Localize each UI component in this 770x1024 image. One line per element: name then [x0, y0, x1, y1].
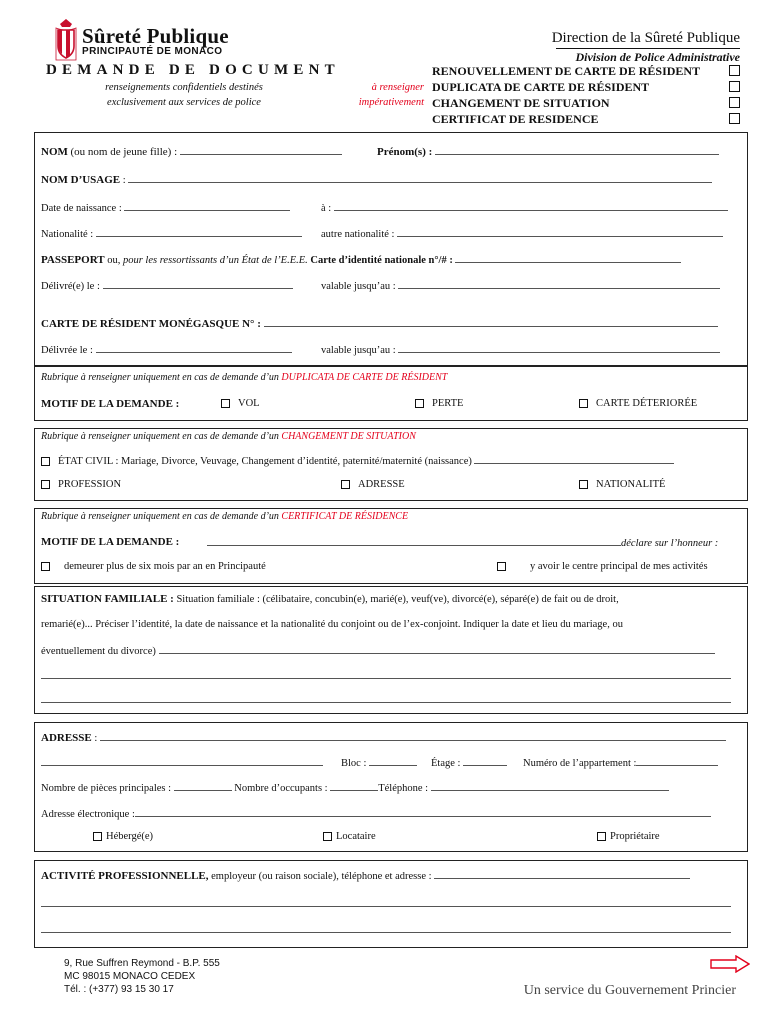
choice-six-mois[interactable]: [41, 561, 266, 572]
next-page-arrow-icon: [710, 955, 750, 973]
appartement-label: Numéro de l’appartement :: [523, 758, 637, 769]
monaco-crest-logo: [54, 18, 78, 62]
passport-valid-field[interactable]: [398, 279, 720, 289]
six-mois-label: demeurer plus de six mois par an en Principauté: [64, 561, 266, 572]
pieces-field[interactable]: [174, 781, 232, 791]
choice-centre-activites[interactable]: [497, 561, 708, 572]
adresse-change-label: ADRESSE: [358, 479, 405, 490]
nom-note: (ou nom de jeune fille) :: [70, 146, 178, 158]
resident-card-field[interactable]: [264, 317, 718, 327]
famille-text-3: éventuellement du divorce): [41, 646, 156, 657]
honneur-label: déclare sur l’honneur :: [621, 538, 719, 549]
duplicata-rubric-highlight: DUPLICATA DE CARTE DE RÉSIDENT: [281, 372, 448, 383]
centre-activites-label: y avoir le centre principal de mes activités: [530, 561, 708, 572]
occupants-label: Nombre d’occupants :: [234, 783, 328, 794]
famille-text-1: Situation familiale : (célibataire, concubin(e), marié(e), veuf(ve), divorcé(e), séparé(e) de fait ou de droit,: [173, 594, 619, 605]
nom-label: NOM: [41, 146, 68, 158]
option-duplicata: DUPLICATA DE CARTE DE RÉSIDENT: [432, 80, 650, 94]
choice-perte[interactable]: [415, 398, 463, 409]
checkbox-vol[interactable]: [221, 399, 230, 408]
choice-perte-label: PERTE: [432, 398, 464, 409]
government-service-label: Un service du Gouvernement Princier: [523, 983, 736, 998]
choice-profession[interactable]: [41, 479, 121, 490]
checkbox-changement[interactable]: [729, 97, 740, 108]
birth-label: Date de naissance :: [41, 203, 122, 214]
brand-subtitle: PRINCIPAUTÉ DE MONACO: [82, 46, 223, 57]
choice-etat-civil[interactable]: [41, 454, 674, 467]
email-label: Adresse électronique :: [41, 809, 135, 820]
bloc-label: Bloc :: [341, 758, 367, 769]
passport-issued-label: Délivré(e) le :: [41, 281, 100, 292]
birth-place-field[interactable]: [334, 201, 728, 211]
confidential-note-line1: renseignements confidentiels destinés: [105, 82, 263, 93]
checkbox-proprietaire[interactable]: [597, 832, 606, 841]
duplicata-rubric-text: Rubrique à renseigner uniquement en cas de demande d’un: [41, 372, 282, 383]
usage-label: NOM D’USAGE: [41, 174, 121, 186]
choice-vol-label: VOL: [238, 398, 260, 409]
mandatory-note-line2: impérativement: [358, 97, 424, 108]
activite-label: ACTIVITÉ PROFESSIONNELLE,: [41, 870, 209, 882]
changement-rubric: [41, 431, 416, 442]
adresse-section: [34, 722, 748, 852]
checkbox-etat-civil[interactable]: [41, 457, 50, 466]
checkbox-perte[interactable]: [415, 399, 424, 408]
resident-issued-field[interactable]: [96, 343, 292, 353]
direction-rule: [556, 48, 740, 49]
direction-title: Direction de la Sûreté Publique: [551, 30, 740, 46]
certificat-rubric-text: Rubrique à renseigner uniquement en cas de demande d’un: [41, 511, 282, 522]
option-renouvellement: RENOUVELLEMENT DE CARTE DE RÉSIDENT: [432, 64, 701, 78]
resident-issued-label: Délivrée le :: [41, 345, 93, 356]
adresse-colon: :: [91, 733, 98, 744]
checkbox-adresse[interactable]: [341, 480, 350, 489]
certificat-rubric-highlight: CERTIFICAT DE RÉSIDENCE: [281, 511, 409, 522]
choice-adresse[interactable]: [341, 479, 405, 490]
footer-phone: Tél. : (+377) 93 15 30 17: [64, 984, 174, 995]
choice-proprietaire[interactable]: [597, 831, 660, 842]
changement-rubric-text: Rubrique à renseigner uniquement en cas de demande d’un: [41, 431, 282, 442]
passport-issued-field[interactable]: [103, 279, 293, 289]
document-title: DEMANDE DE DOCUMENT: [46, 62, 340, 78]
checkbox-heberge[interactable]: [93, 832, 102, 841]
heberge-label: Hébergé(e): [106, 831, 154, 842]
duplicata-section: [34, 366, 748, 421]
footer-address-line2: MC 98015 MONACO CEDEX: [64, 971, 196, 982]
identity-section: [34, 132, 748, 366]
certificat-motif-label: MOTIF DE LA DEMANDE :: [41, 536, 180, 548]
passport-or: ou,: [104, 255, 123, 266]
telephone-field[interactable]: [431, 781, 669, 791]
prenom-label: Prénom(s) :: [377, 146, 433, 158]
passport-number-field[interactable]: [455, 253, 681, 263]
checkbox-profession[interactable]: [41, 480, 50, 489]
checkbox-certificat[interactable]: [729, 113, 740, 124]
duplicata-motif-label: MOTIF DE LA DEMANDE :: [41, 398, 180, 410]
nationality-label: Nationalité :: [41, 229, 94, 240]
nom-field[interactable]: [180, 145, 342, 155]
usage-colon: :: [120, 175, 126, 186]
activite-field-3[interactable]: [41, 923, 731, 933]
birth-place-label: à :: [321, 203, 332, 214]
choice-carte-deterioree[interactable]: [579, 398, 697, 409]
bloc-field[interactable]: [369, 756, 417, 766]
adresse-label: ADRESSE: [41, 732, 92, 744]
usage-field[interactable]: [128, 173, 712, 183]
certificat-section: [34, 508, 748, 584]
etage-field[interactable]: [463, 756, 507, 766]
activite-section: [34, 860, 748, 948]
famille-text-2: remarié(e)... Préciser l’identité, la date de naissance et la nationalité du conjoint ou de l’ex-conjoint. Indiquer la date et lieu du mariage, ou: [41, 619, 623, 630]
resident-valid-field[interactable]: [398, 343, 720, 353]
nationality-field[interactable]: [96, 227, 302, 237]
email-field[interactable]: [135, 807, 711, 817]
choice-carte-deterioree-label: CARTE DÉTERIORÉE: [596, 398, 698, 409]
certificat-rubric: [41, 511, 408, 522]
etage-label: Étage :: [431, 758, 461, 769]
famille-label: SITUATION FAMILIALE :: [41, 593, 174, 605]
choice-nationalite[interactable]: [579, 479, 665, 490]
passport-valid-label: valable jusqu’au :: [321, 281, 396, 292]
brand-title: Sûreté Publique: [82, 24, 229, 48]
passport-label: PASSEPORT: [41, 254, 105, 266]
famille-field-2[interactable]: [41, 669, 731, 679]
checkbox-locataire[interactable]: [323, 832, 332, 841]
resident-card-label: CARTE DE RÉSIDENT MONÉGASQUE N° :: [41, 318, 261, 330]
option-certificat: CERTIFICAT DE RESIDENCE: [432, 112, 599, 126]
profession-label: PROFESSION: [58, 479, 122, 490]
other-nationality-field[interactable]: [397, 227, 723, 237]
checkbox-duplicata[interactable]: [729, 81, 740, 92]
prenom-field[interactable]: [435, 145, 719, 155]
checkbox-centre-activites[interactable]: [497, 562, 506, 571]
mandatory-note-line1: à renseigner: [371, 82, 424, 93]
famille-field-1[interactable]: [159, 644, 715, 654]
checkbox-six-mois[interactable]: [41, 562, 50, 571]
option-changement: CHANGEMENT DE SITUATION: [432, 96, 610, 110]
proprietaire-label: Propriétaire: [610, 831, 660, 842]
other-nationality-label: autre nationalité :: [321, 229, 395, 240]
resident-valid-label: valable jusqu’au :: [321, 345, 396, 356]
checkbox-renouvellement[interactable]: [729, 65, 740, 76]
famille-field-3[interactable]: [41, 693, 731, 703]
nationalite-label: NATIONALITÉ: [596, 479, 666, 490]
division-subtitle: Division de Police Administrative: [575, 50, 740, 64]
occupants-field[interactable]: [330, 781, 378, 791]
adresse-field-2[interactable]: [41, 756, 323, 766]
activite-field-1[interactable]: [434, 869, 690, 879]
activite-text: employeur (ou raison sociale), téléphone et adresse :: [208, 871, 432, 882]
adresse-field[interactable]: [100, 731, 726, 741]
famille-section: [34, 586, 748, 714]
footer-address-line1: 9, Rue Suffren Reymond - B.P. 555: [64, 958, 220, 969]
telephone-label: Téléphone :: [378, 783, 429, 794]
id-card-label: Carte d’identité nationale n°/# :: [307, 255, 453, 266]
checkbox-nationalite[interactable]: [579, 480, 588, 489]
appartement-field[interactable]: [636, 756, 718, 766]
changement-section: [34, 428, 748, 501]
certificat-motif-field[interactable]: [207, 536, 621, 546]
duplicata-rubric: [41, 372, 447, 383]
passport-note: pour les ressortissants d’un État de l’E.E.E.: [122, 255, 308, 266]
etat-civil-field[interactable]: [474, 454, 674, 464]
etat-civil-label: ÉTAT CIVIL : Mariage, Divorce, Veuvage, Changement d’identité, paternité/maternité (naissance): [58, 456, 472, 467]
locataire-label: Locataire: [336, 831, 376, 842]
changement-rubric-highlight: CHANGEMENT DE SITUATION: [281, 431, 416, 442]
choice-locataire[interactable]: [323, 831, 376, 842]
birth-date-field[interactable]: [124, 201, 290, 211]
pieces-label: Nombre de pièces principales :: [41, 783, 172, 794]
choice-heberge[interactable]: [93, 831, 153, 842]
choice-vol[interactable]: [221, 398, 260, 409]
confidential-note-line2: exclusivement aux services de police: [107, 97, 261, 108]
activite-field-2[interactable]: [41, 897, 731, 907]
checkbox-carte-deterioree[interactable]: [579, 399, 588, 408]
